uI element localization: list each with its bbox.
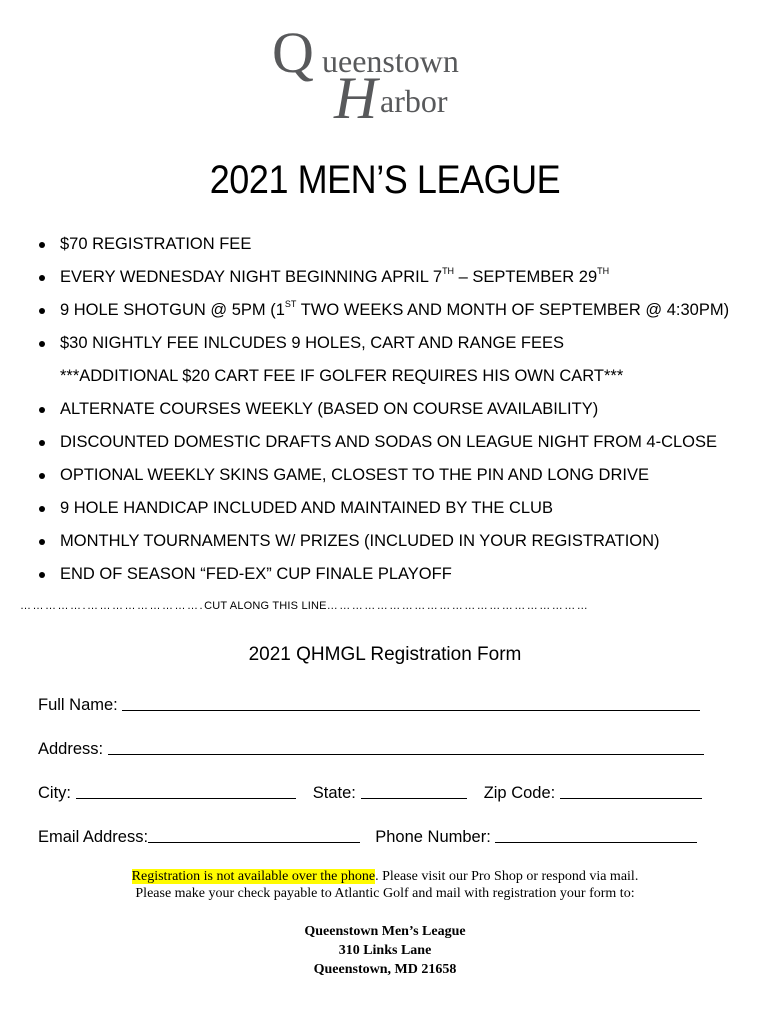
bullet-dot	[39, 308, 45, 314]
cut-line-dots-left: …………….……………………….	[20, 600, 205, 612]
zip-label: Zip Code:	[483, 784, 556, 802]
email-field[interactable]	[148, 826, 360, 843]
ordinal-suffix: TH	[597, 266, 610, 276]
bullet-dot	[39, 473, 45, 479]
list-item-text: ALTERNATE COURSES WEEKLY (BASED ON COURSE AVAILABILITY)	[60, 400, 599, 418]
logo-h-initial: H	[334, 65, 378, 131]
mailing-address	[0, 922, 770, 979]
bullet-dot	[39, 572, 45, 578]
page-title: 2021 MEN’S LEAGUE	[209, 158, 561, 202]
full-name-row	[38, 694, 700, 715]
list-item	[38, 393, 758, 426]
list-item-text: TWO WEEKS AND MONTH OF SEPTEMBER @ 4:30PM)	[296, 301, 730, 319]
list-item	[38, 492, 758, 525]
zip-field[interactable]	[560, 782, 702, 799]
list-item	[38, 261, 758, 294]
queenstown-harbor-logo	[272, 14, 502, 132]
league-details-list	[38, 228, 758, 591]
list-item	[38, 327, 758, 360]
list-item-text: EVERY WEDNESDAY NIGHT BEGINNING APRIL 7	[60, 268, 443, 286]
full-name-field[interactable]	[122, 694, 700, 711]
list-item-text: MONTHLY TOURNAMENTS W/ PRIZES (INCLUDED IN YOUR REGISTRATION)	[60, 532, 660, 550]
list-item-text: DISCOUNTED DOMESTIC DRAFTS AND SODAS ON LEAGUE NIGHT FROM 4-CLOSE	[60, 433, 718, 451]
list-item	[38, 558, 758, 591]
bullet-dot	[39, 506, 45, 512]
list-item-note	[38, 360, 758, 393]
note-line-1	[0, 868, 770, 885]
list-item-text: 9 HOLE SHOTGUN @ 5PM (1	[60, 301, 285, 319]
cut-line-label: CUT ALONG THIS LINE	[204, 600, 327, 612]
bullet-dot	[39, 275, 45, 281]
list-item	[38, 228, 758, 261]
mailing-line-3: Queenstown, MD 21658	[313, 962, 457, 977]
cut-line-dots-right: ………………………………………………………	[326, 600, 590, 612]
list-item-text: – SEPTEMBER 29	[454, 268, 598, 286]
list-item	[38, 294, 758, 327]
phone-field[interactable]	[495, 826, 697, 843]
list-item-text: END OF SEASON “FED-EX” CUP FINALE PLAYOFF	[60, 565, 452, 583]
city-label: City:	[38, 784, 71, 802]
address-label: Address:	[38, 740, 104, 758]
cut-line	[20, 600, 730, 612]
list-item-text: $70 REGISTRATION FEE	[60, 235, 252, 253]
highlighted-warning: Registration is not available over the phone	[131, 869, 376, 884]
mailing-line-1: Queenstown Men’s League	[304, 924, 466, 939]
note-text: . Please visit our Pro Shop or respond via mail.	[375, 869, 639, 884]
cart-fee-note: ***ADDITIONAL $20 CART FEE IF GOLFER REQUIRES HIS OWN CART***	[60, 367, 624, 385]
bullet-dot	[39, 341, 45, 347]
bullet-dot	[39, 539, 45, 545]
bullet-dot	[39, 407, 45, 413]
full-name-label: Full Name:	[38, 696, 118, 714]
mailing-line-2: 310 Links Lane	[338, 943, 432, 958]
bullet-dot	[39, 242, 45, 248]
form-title: 2021 QHMGL Registration Form	[248, 644, 522, 665]
list-item	[38, 426, 758, 459]
ordinal-suffix: TH	[442, 266, 455, 276]
list-item-text: OPTIONAL WEEKLY SKINS GAME, CLOSEST TO THE PIN AND LONG DRIVE	[60, 466, 649, 484]
email-phone-row	[38, 826, 697, 847]
phone-label: Phone Number:	[375, 828, 491, 846]
bullet-dot	[39, 440, 45, 446]
email-label: Email Address:	[38, 828, 149, 846]
ordinal-suffix: ST	[284, 299, 297, 309]
list-item-text: $30 NIGHTLY FEE INLCUDES 9 HOLES, CART AND RANGE FEES	[60, 334, 565, 352]
state-field[interactable]	[361, 782, 467, 799]
address-field[interactable]	[108, 738, 704, 755]
list-item	[38, 459, 758, 492]
city-field[interactable]	[76, 782, 296, 799]
logo-line2: arbor	[380, 83, 448, 119]
note-line-2: Please make your check payable to Atlantic Golf and mail with registration your form to:	[135, 886, 635, 901]
registration-note	[0, 868, 770, 902]
logo-q-initial: Q	[272, 20, 314, 85]
list-item	[38, 525, 758, 558]
state-label: State:	[312, 784, 356, 802]
address-row	[38, 738, 704, 759]
logo-line1: ueenstown	[322, 43, 459, 79]
list-item-text: 9 HOLE HANDICAP INCLUDED AND MAINTAINED BY THE CLUB	[60, 499, 553, 517]
city-state-zip-row	[38, 782, 702, 803]
